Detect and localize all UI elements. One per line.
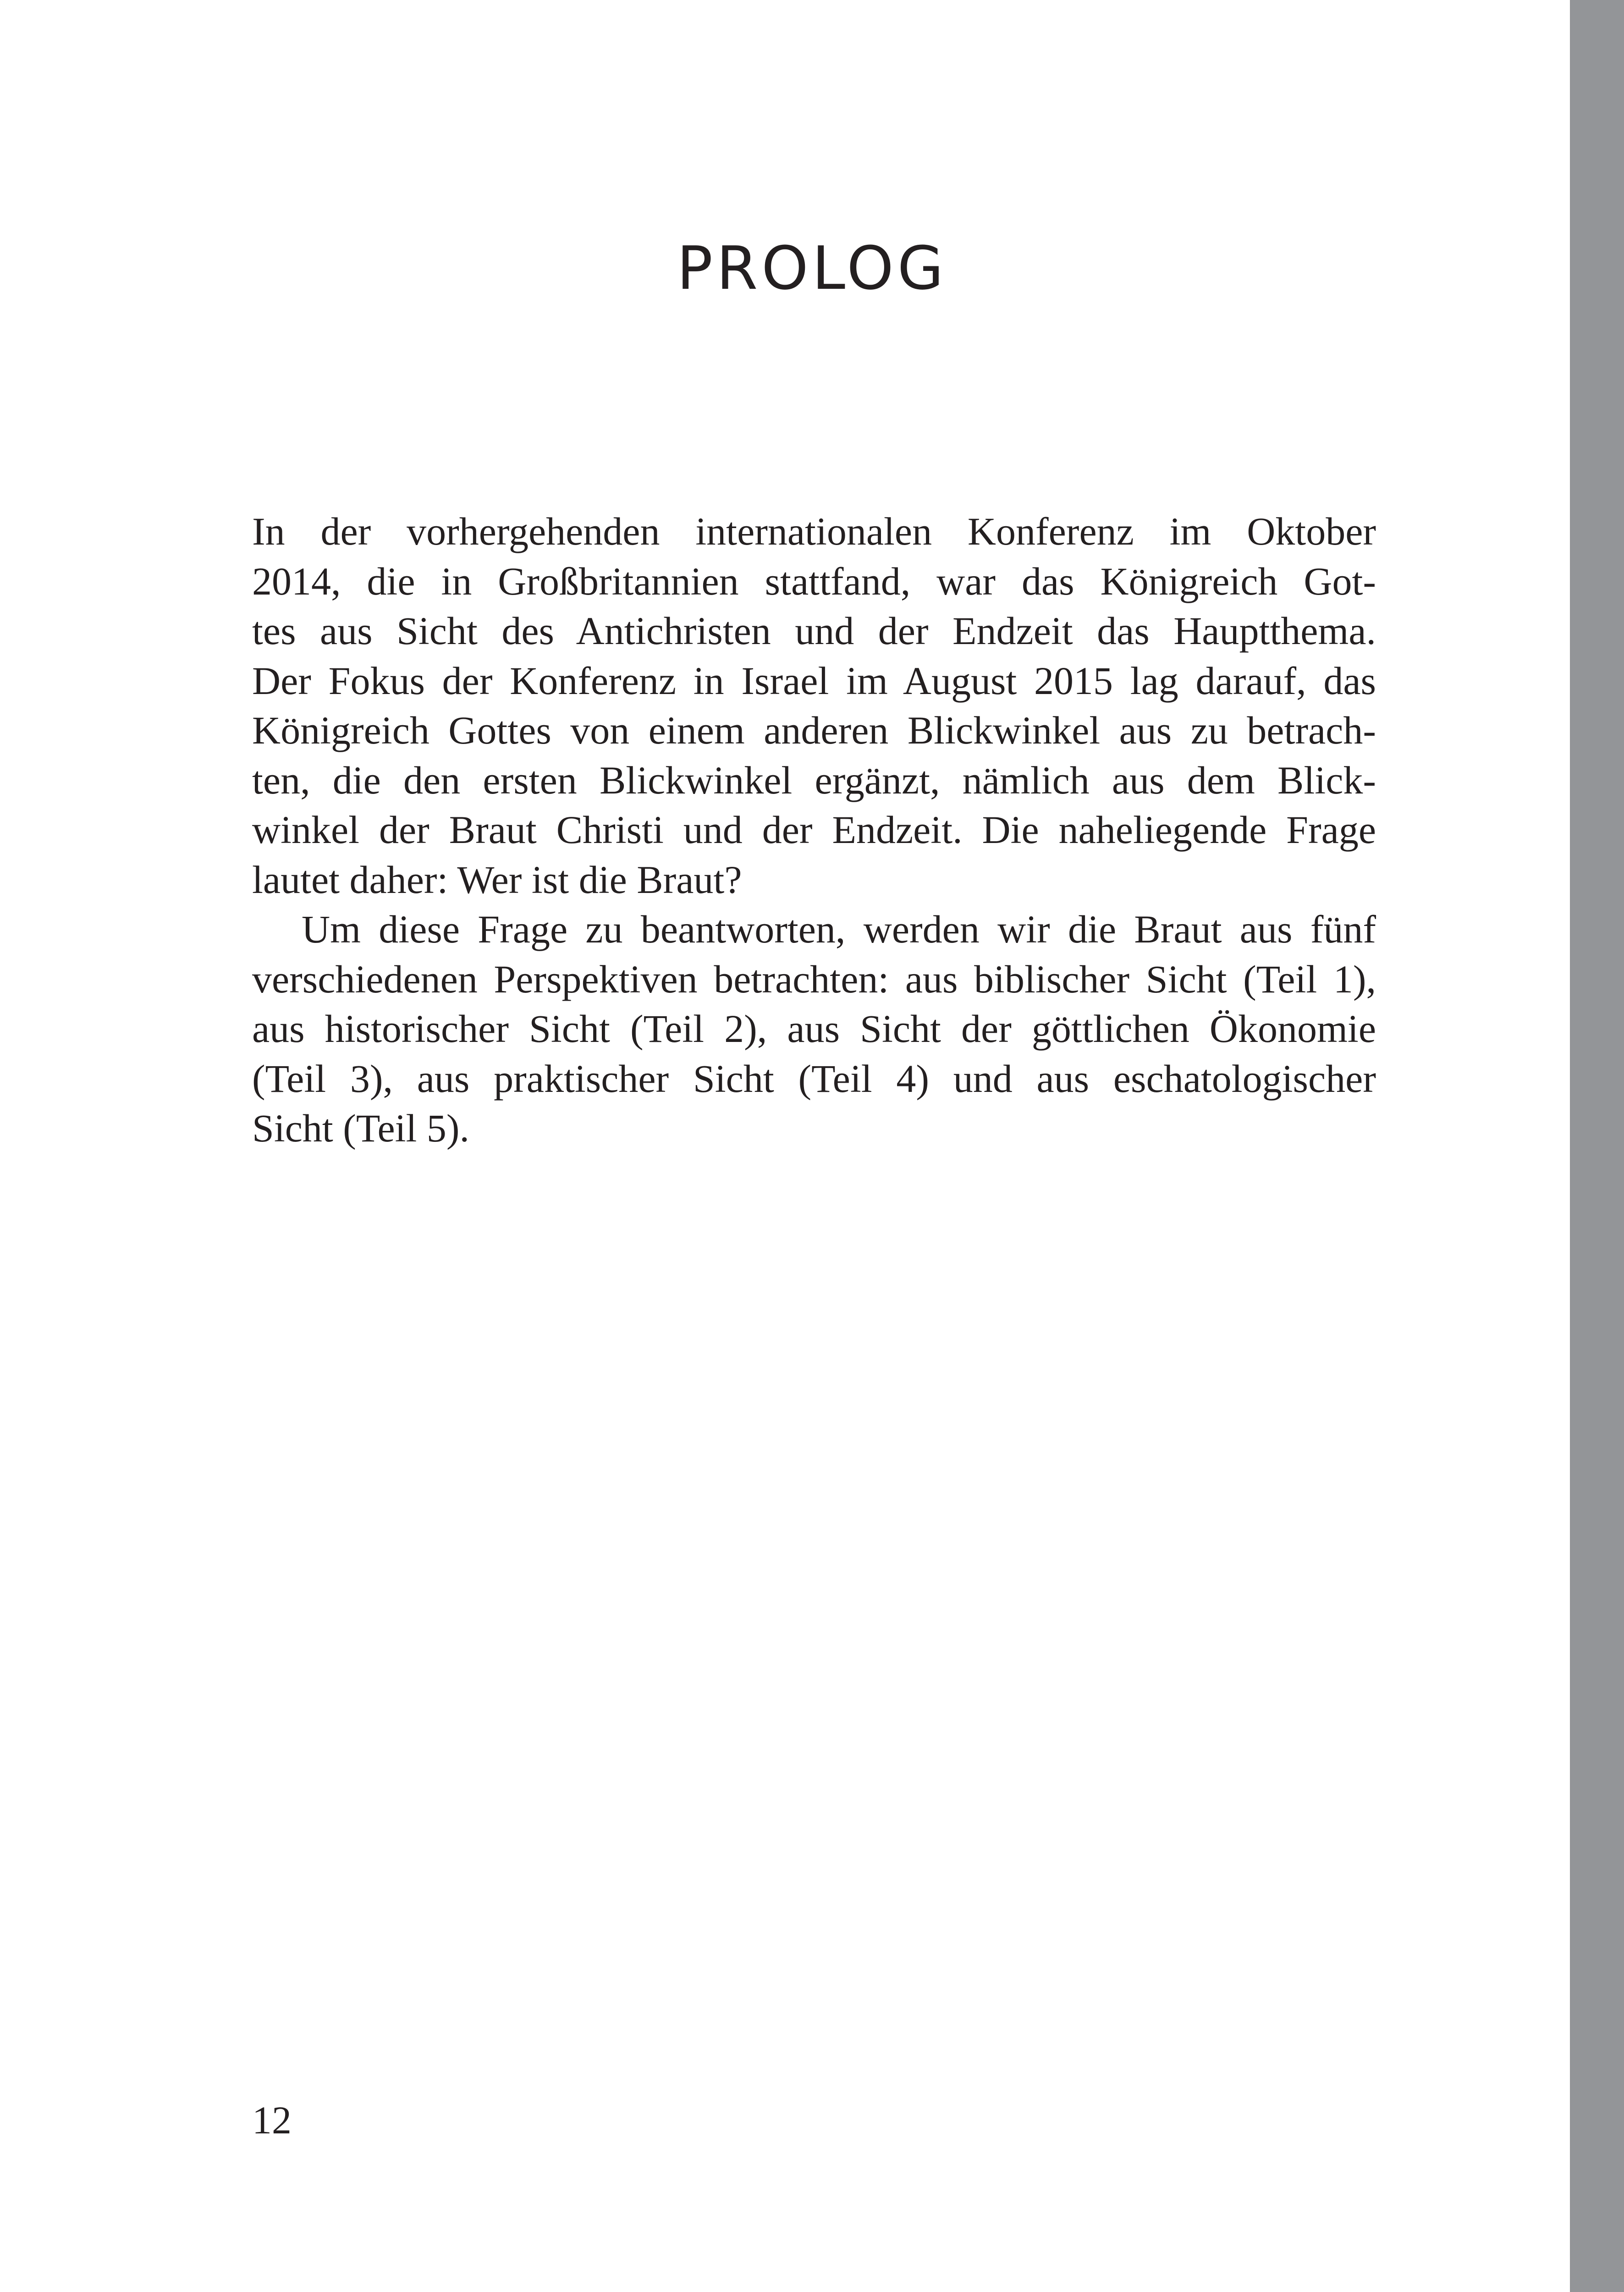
text-line: winkel der Braut Christi und der Endzeit. Die naheliegende Frage bbox=[252, 808, 1376, 852]
text-line: Sicht (Teil 5). bbox=[252, 1106, 470, 1150]
text-line: tes aus Sicht des Antichristen und der Endzeit das Hauptthema. bbox=[252, 609, 1376, 653]
paragraph-1 bbox=[252, 507, 1376, 904]
text-line: Um diese Frage zu beantworten, werden wir die Braut aus fünf bbox=[302, 907, 1376, 951]
text-line: verschiedenen Perspektiven betrachten: aus biblischer Sicht (Teil 1), bbox=[252, 957, 1376, 1001]
text-line: ten, die den ersten Blickwinkel ergänzt, nämlich aus dem Blick- bbox=[252, 758, 1376, 802]
page-edge-strip bbox=[1570, 0, 1624, 2292]
page-number: 12 bbox=[252, 2098, 292, 2142]
text-line: 2014, die in Großbritannien stattfand, war das Königreich Got- bbox=[252, 559, 1376, 603]
body-text bbox=[252, 507, 1376, 1153]
text-line: In der vorhergehenden internationalen Konferenz im Oktober bbox=[252, 509, 1376, 553]
text-line: lautet daher: Wer ist die Braut? bbox=[252, 857, 742, 902]
text-line: (Teil 3), aus praktischer Sicht (Teil 4) und aus eschatologischer bbox=[252, 1056, 1376, 1101]
text-line: aus historischer Sicht (Teil 2), aus Sicht der göttlichen Ökonomie bbox=[252, 1007, 1376, 1051]
paragraph-2 bbox=[252, 904, 1376, 1153]
chapter-title: PROLOG bbox=[677, 233, 947, 303]
text-line: Der Fokus der Konferenz in Israel im August 2015 lag darauf, das bbox=[252, 658, 1376, 703]
text-line: Königreich Gottes von einem anderen Blickwinkel aus zu betrach- bbox=[252, 708, 1376, 752]
